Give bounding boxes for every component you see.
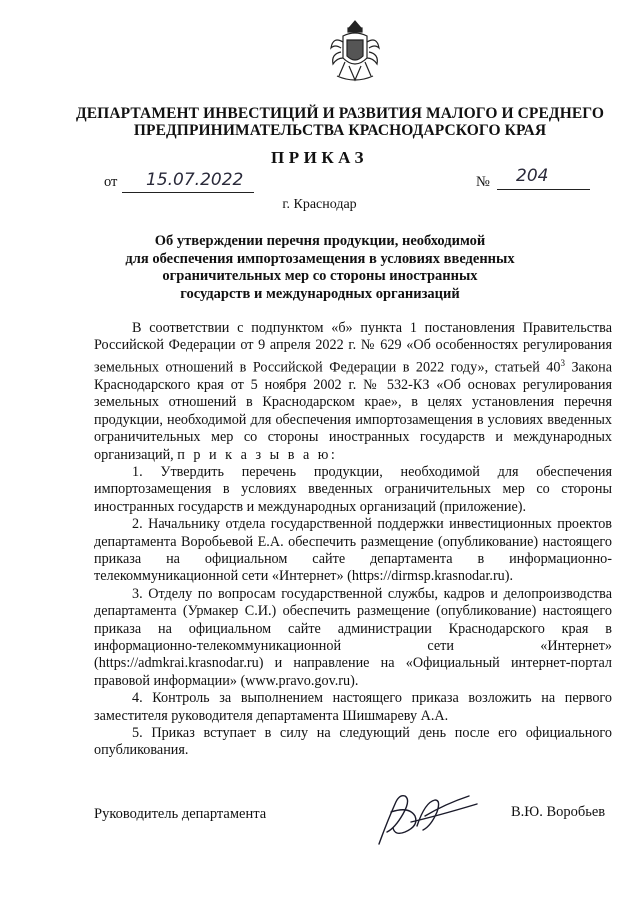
- item-1: 1. Утвердить перечень продукции, необходимой для обеспечения импортозамещения в условиях введенных ограничительных мер со стороны иностранных государств и международных организаций (приложение).: [94, 463, 612, 515]
- preamble-superscript: 3: [560, 357, 565, 368]
- date-underline: [122, 192, 254, 193]
- preamble-paragraph: [94, 320, 612, 464]
- document-type-title: ПРИКАЗ: [271, 148, 368, 167]
- date-prefix: от: [104, 174, 118, 190]
- department-name-line-1: ДЕПАРТАМЕНТ ИНВЕСТИЦИЙ И РАЗВИТИЯ МАЛОГО И СРЕДНЕГО: [75, 105, 605, 122]
- order-number: 204: [516, 166, 549, 186]
- item-5: 5. Приказ вступает в силу на следующий день после его официального опубликования.: [94, 725, 612, 759]
- handwritten-signature: [365, 782, 485, 852]
- order-subject: [120, 233, 520, 303]
- department-name-line-2: ПРЕДПРИНИМАТЕЛЬСТВА КРАСНОДАРСКОГО КРАЯ: [133, 122, 547, 139]
- preamble-continuation: Закона Краснодарского края от 5 ноября 2002 г. № 532-КЗ «Об основах регулирования земельных отношений в Краснодарском крае», в целях установления перечня продукции, необходимой для обеспечения импортозамещения в условиях введенных ограничительных мер со стороны иностранных государств и международных организаций,: [94, 359, 612, 463]
- subject-line-3: ограничительных мер со стороны иностранных: [162, 268, 478, 284]
- signer-name: В.Ю. Воробьев: [511, 804, 606, 820]
- subject-line-2: для обеспечения импортозамещения в условиях введенных: [125, 250, 515, 267]
- subject-line-1: Об утверждении перечня продукции, необходимой: [154, 233, 486, 249]
- decree-word: п р и к а з ы в а ю:: [177, 446, 338, 463]
- item-2: 2. Начальнику отдела государственной поддержки инвестиционных проектов департамента Воробьевой Е.А. обеспечить размещение (опубликование) настоящего приказа на официальном сайте департамента в информационно-телекоммуникационной сети «Интернет» (https://dirmsp.krasnodar.ru).: [94, 516, 612, 585]
- city-label: г. Краснодар: [282, 197, 357, 212]
- subject-line-4: государств и международных организаций: [180, 285, 460, 302]
- order-date: 15.07.2022: [146, 170, 244, 190]
- number-underline: [497, 189, 590, 190]
- coat-of-arms-emblem: [329, 18, 381, 84]
- item-3: 3. Отделу по вопросам государственной службы, кадров и делопроизводства департамента (Урмакер С.И.) обеспечить размещение (опубликование) настоящего приказа на официальном сайте администрации Краснодарского края в информационно-телекоммуникационной сети «Интернет» (https://admkrai.krasnodar.ru) и направление на «Официальный интернет-портал правовой информации» (www.pravo.gov.ru).: [94, 585, 612, 689]
- preamble-text: В соответствии с подпунктом «б» пункта 1 постановления Правительства Российской Федерации от 9 апреля 2022 г. № 629 «Об особенностях регулирования земельных отношений в Российской Федерации в 2022 году», статьей 40: [94, 320, 612, 376]
- order-body: [94, 320, 612, 760]
- number-prefix: №: [476, 174, 490, 190]
- item-4: 4. Контроль за выполнением настоящего приказа возложить на первого заместителя руководителя департамента Шишмареву А.А.: [94, 690, 612, 724]
- signer-role: Руководитель департамента: [94, 806, 267, 822]
